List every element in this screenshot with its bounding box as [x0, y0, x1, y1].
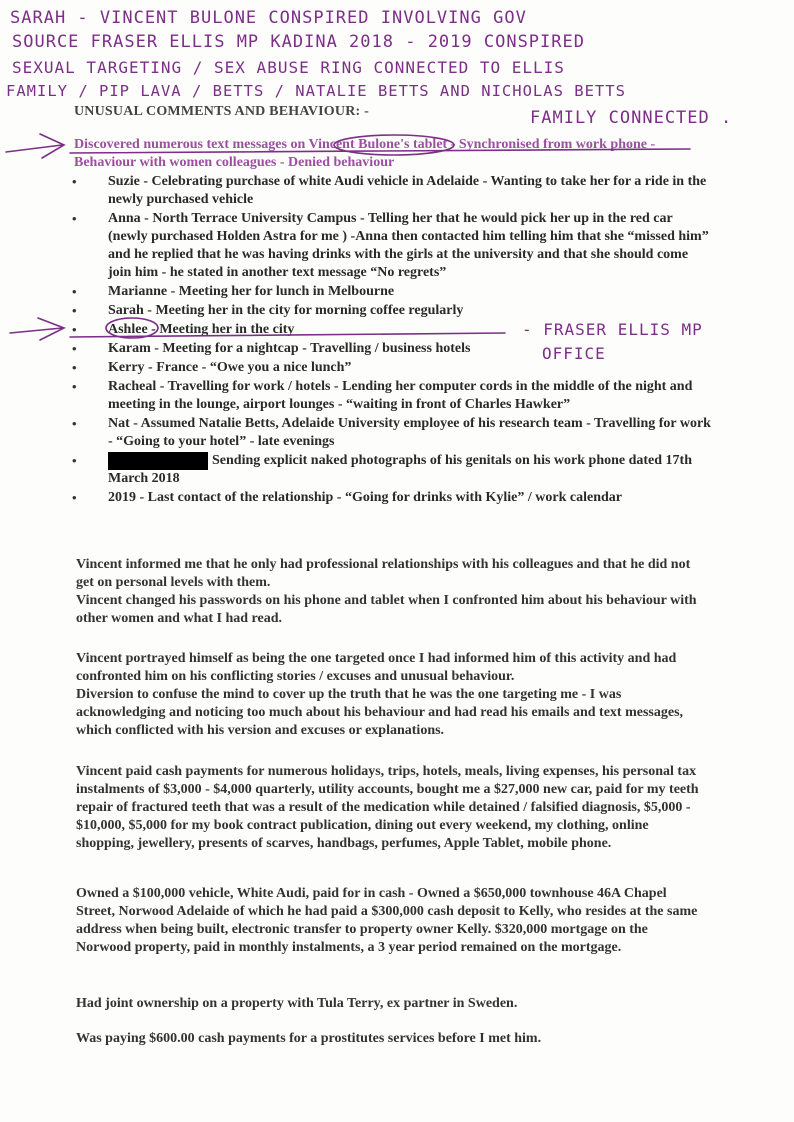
- list-item: • Ashlee - Meeting her in the city: [72, 322, 295, 337]
- bullet-icon: •: [72, 416, 77, 431]
- bullet-icon: •: [72, 284, 77, 299]
- list-item: • Anna - North Terrace University Campus - Telling her that he would pick her up in the red car (newly purchased Holden Astra for me ) -Anna then contacted him telling him that she “missed him” and he replied that he was having drinks with the girls at the university and that she should come join him - he stated in another text message “No regrets”: [72, 211, 709, 280]
- section-heading: UNUSUAL COMMENTS AND BEHAVIOUR: -: [74, 104, 369, 119]
- paragraph-relationships: Vincent informed me that he only had professional relationships with his colleagues and that he did not get on personal levels with them. Vincent changed his passwords on his phone and tablet when I confronted him about his behaviour with other women and what I had read.: [76, 557, 697, 626]
- list-item: • Marianne - Meeting her for lunch in Melbourne: [72, 284, 395, 299]
- bullet-icon: •: [72, 360, 77, 375]
- bullet-icon: •: [72, 453, 77, 468]
- paragraph-joint-ownership: Had joint ownership on a property with Tula Terry, ex partner in Sweden.: [76, 996, 518, 1011]
- bullet-icon: •: [72, 322, 77, 337]
- bullet-icon: •: [72, 341, 77, 356]
- arrow-icon: [10, 318, 64, 340]
- handwritten-note-line-3: SEXUAL TARGETING / SEX ABUSE RING CONNECTED TO ELLIS: [12, 58, 565, 77]
- messages-list: [72, 173, 712, 508]
- redaction-block: [108, 452, 208, 470]
- arrow-icon: [6, 134, 64, 158]
- bullet-icon: •: [72, 303, 77, 318]
- list-item: • Karam - Meeting for a nightcap - Travelling / business hotels: [72, 341, 471, 356]
- bullet-icon: •: [72, 379, 77, 394]
- handwritten-note-line-1: SARAH - VINCENT BULONE CONSPIRED INVOLVING GOV: [10, 8, 527, 28]
- paragraph-targeting: Vincent portrayed himself as being the one targeted once I had informed him of this activity and had confronted him on his conflicting stories / excuses and unusual behaviour. Diversion to confuse the mind to cover up the truth that he was the one targeting me - I was acknowledging and noticing too much about his behaviour and had read his emails and text messages, which conflicted with his version and excuses or explanations.: [76, 651, 684, 738]
- handwritten-note-line-4: FAMILY / PIP LAVA / BETTS / NATALIE BETTS AND NICHOLAS BETTS: [6, 82, 626, 100]
- bullet-icon: •: [72, 174, 77, 189]
- handwritten-note-line-2: SOURCE FRASER ELLIS MP KADINA 2018 - 2019 CONSPIRED: [12, 32, 585, 52]
- paragraph-payments: Vincent paid cash payments for numerous holidays, trips, hotels, meals, living expenses, his personal tax instalments of $3,000 - $4,000 quarterly, utility accounts, bought me a $27,000 new car, paid for my teeth repair of fractured teeth that was a result of the medication while detained / falsified diagnosis, $5,000 - $10,000, $5,000 for my book contract publication, dining out every weekend, my clothing, online shopping, jewellery, presents of scarves, handbags, perfumes, Apple Tablet, mobile phone.: [76, 764, 699, 851]
- handwritten-annotation-office-1: - FRASER ELLIS MP: [522, 320, 703, 339]
- list-item: • 2019 - Last contact of the relationship - “Going for drinks with Kylie” / work calendar: [72, 490, 622, 505]
- list-item: • Suzie - Celebrating purchase of white Audi vehicle in Adelaide - Wanting to take her for a ride in the newly purchased vehicle: [72, 174, 707, 207]
- paragraph-cash-payments: Was paying $600.00 cash payments for a prostitutes services before I met him.: [76, 1031, 542, 1046]
- handwritten-annotation-office-2: OFFICE: [542, 344, 606, 363]
- handwritten-note-line-5: FAMILY CONNECTED .: [530, 108, 733, 128]
- list-item: • Sarah - Meeting her in the city for morning coffee regularly: [72, 303, 464, 318]
- bullet-icon: •: [72, 490, 77, 505]
- intro-text: Discovered numerous text messages on Vincent Bulone's tablet - Synchronised from work phone - Behaviour with women colleagues - Denied behaviour: [74, 137, 656, 170]
- list-item: • Sending explicit naked photographs of his genitals on his work phone dated 17th March 2018: [72, 453, 692, 486]
- list-item: • Nat - Assumed Natalie Betts, Adelaide University employee of his research team - Travelling for work - “Going to your hotel” - late evenings: [72, 416, 711, 449]
- list-item: • Racheal - Travelling for work / hotels - Lending her computer cords in the middle of the night and meeting in the lounge, airport lounges - “waiting in front of Charles Hawker”: [72, 379, 693, 412]
- bullet-icon: •: [72, 211, 77, 226]
- paragraph-property: Owned a $100,000 vehicle, White Audi, paid for in cash - Owned a $650,000 townhouse 46A Chapel Street, Norwood Adelaide of which he had paid a $300,000 cash deposit to Kelly, who resides at the same address when being built, electronic transfer to property owner Kelly. $320,000 mortgage on the Norwood property, paid in monthly instalments, a 3 year period remained on the mortgage.: [76, 886, 698, 955]
- list-item: • Kerry - France - “Owe you a nice lunch”: [72, 360, 352, 375]
